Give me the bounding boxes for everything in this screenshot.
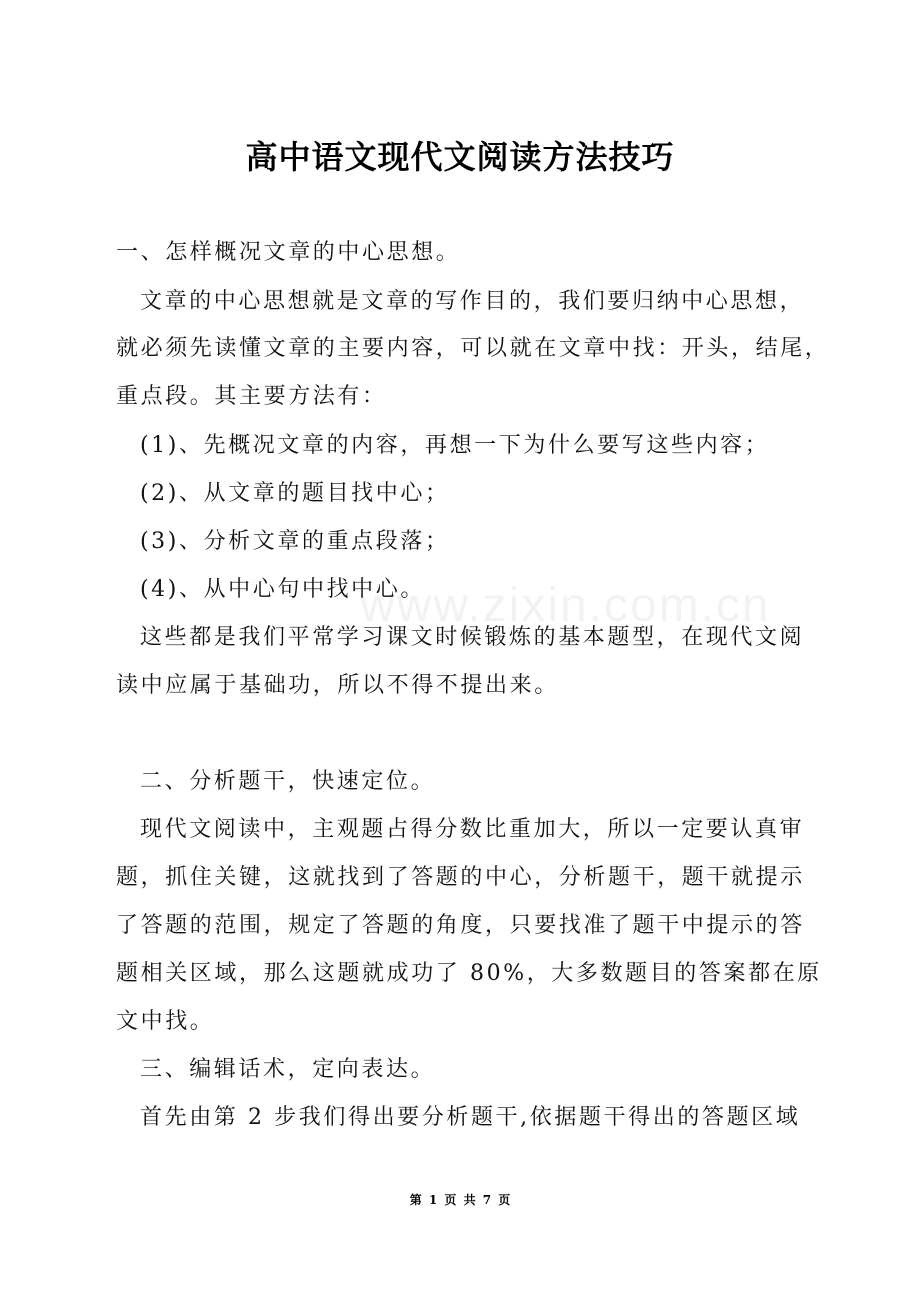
section-heading-3: 三、编辑话术，定向表达。 (140, 1057, 436, 1082)
paragraph-line: 这些都是我们平常学习课文时候锻炼的基本题型，在现代文阅 (140, 625, 805, 650)
paragraph-line: 首先由第 2 步我们得出要分析题干,依据题干得出的答题区域 (140, 1105, 801, 1130)
list-item: (2)、从文章的题目找中心； (140, 481, 450, 506)
paragraph-line: 文中找。 (116, 1009, 215, 1034)
list-item: (4)、从中心句中找中心。 (140, 577, 425, 602)
paragraph-line: 读中应属于基础功，所以不得不提出来。 (116, 673, 559, 698)
paragraph-line: 现代文阅读中，主观题占得分数比重加大，所以一定要认真审 (140, 817, 805, 842)
section-heading-1: 一、怎样概况文章的中心思想。 (116, 240, 461, 265)
list-item: (1)、先概况文章的内容，再想一下为什么要写这些内容； (140, 433, 770, 458)
paragraph-line: 文章的中心思想就是文章的写作目的，我们要归纳中心思想， (140, 289, 805, 314)
paragraph-line: 题相关区域，那么这题就成功了 80%，大多数题目的答案都在原 (116, 961, 822, 986)
watermark: www.zixin.com.cn (360, 579, 771, 632)
paragraph-line: 题，抓住关键，这就找到了答题的中心，分析题干，题干就提示 (116, 865, 805, 890)
paragraph-line: 了答题的范围，规定了答题的角度，只要找准了题干中提示的答 (116, 913, 805, 938)
page-footer: 第 1 页 共 7 页 (409, 1193, 511, 1207)
paragraph-line: 重点段。其主要方法有： (116, 384, 387, 409)
document-title: 高中语文现代文阅读方法技巧 (245, 138, 675, 176)
section-heading-2: 二、分析题干，快速定位。 (140, 769, 436, 794)
paragraph-line: 就必须先读懂文章的主要内容，可以就在文章中找：开头，结尾， (116, 336, 830, 361)
list-item: (3)、分析文章的重点段落； (140, 529, 450, 554)
